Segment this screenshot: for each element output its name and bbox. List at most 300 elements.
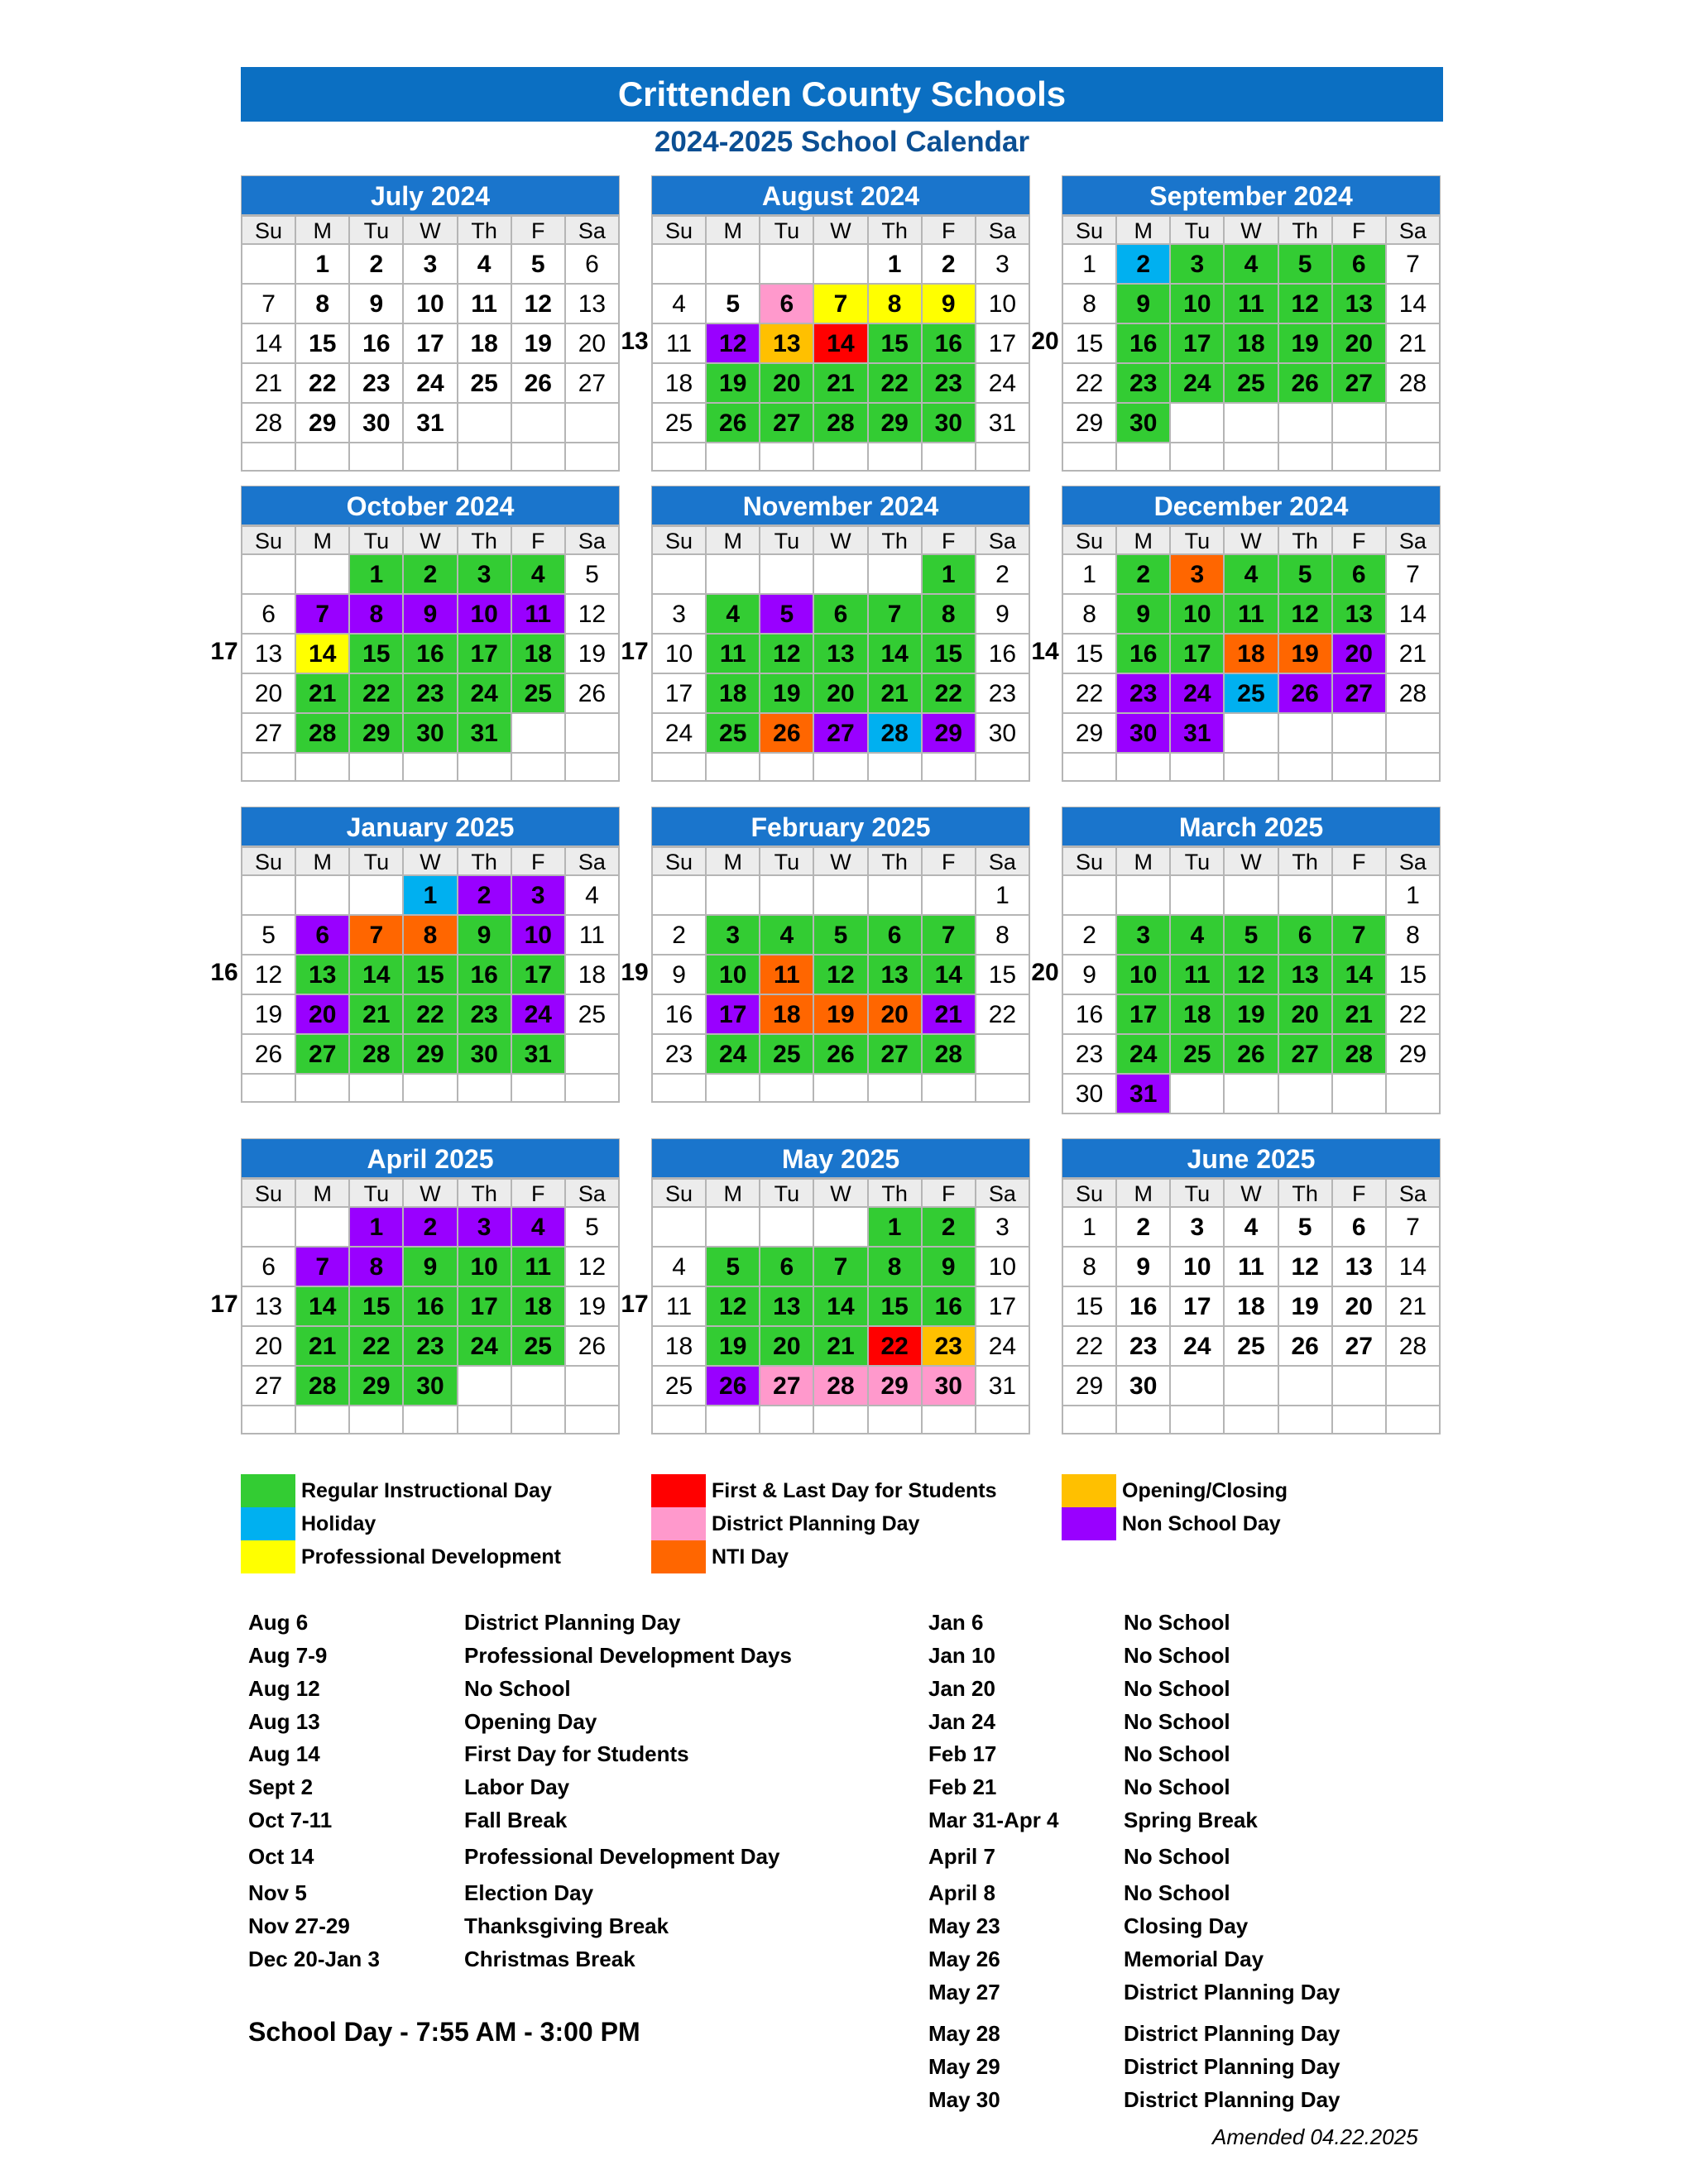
calendar-title-banner: Crittenden County Schools [241, 67, 1443, 122]
empty-day-cell [566, 443, 620, 472]
calendar-day: 25 [1225, 364, 1278, 404]
weekday-header: M [707, 217, 760, 245]
calendar-day: 3 [1171, 245, 1225, 285]
calendar-day: 18 [512, 1287, 566, 1327]
weekday-header: Su [242, 848, 296, 876]
calendar-day: 17 [976, 324, 1030, 364]
event-date: Jan 20 [928, 1676, 995, 1701]
instructional-day-count: 17 [210, 1291, 238, 1318]
calendar-day: 26 [512, 364, 566, 404]
empty-day-cell [1117, 443, 1171, 472]
empty-day-cell [350, 1075, 404, 1103]
calendar-day: 29 [296, 404, 350, 443]
calendar-day: 6 [296, 916, 350, 956]
empty-day-cell [923, 443, 976, 472]
empty-day-cell [760, 245, 814, 285]
event-description: No School [1124, 1774, 1230, 1799]
calendar-day: 12 [566, 1248, 620, 1287]
weekday-header: Su [653, 1180, 707, 1208]
calendar-day: 10 [404, 285, 458, 324]
calendar-day: 8 [350, 1248, 404, 1287]
calendar-day: 8 [869, 1248, 923, 1287]
event-description: District Planning Day [464, 1610, 681, 1635]
empty-day-cell [923, 754, 976, 782]
calendar-day: 4 [1171, 916, 1225, 956]
empty-day-cell [458, 1075, 512, 1103]
weekday-header: Su [653, 527, 707, 555]
calendar-day: 5 [814, 916, 868, 956]
calendar-day: 30 [976, 714, 1030, 754]
calendar-day: 31 [976, 1367, 1030, 1406]
weekday-header: F [1333, 1180, 1387, 1208]
month-grid [651, 215, 1030, 472]
calendar-day: 17 [653, 674, 707, 714]
legend-label: Non School Day [1122, 1512, 1281, 1535]
weekday-header: M [707, 848, 760, 876]
empty-day-cell [512, 1367, 566, 1406]
month-title: August 2024 [651, 175, 1030, 215]
empty-day-cell [1279, 876, 1333, 916]
empty-day-cell [1387, 714, 1441, 754]
calendar-day: 1 [1063, 1208, 1117, 1248]
empty-day-cell [976, 443, 1030, 472]
empty-day-cell [814, 754, 868, 782]
empty-day-cell [242, 245, 296, 285]
weekday-header: M [707, 1180, 760, 1208]
calendar-day: 10 [512, 916, 566, 956]
empty-day-cell [566, 714, 620, 754]
month-title: January 2025 [241, 807, 620, 846]
empty-day-cell [760, 754, 814, 782]
empty-day-cell [707, 1406, 760, 1434]
month-title: September 2024 [1062, 175, 1441, 215]
legend-swatch [241, 1540, 295, 1573]
calendar-day: 10 [458, 1248, 512, 1287]
weekday-header: Sa [976, 217, 1030, 245]
empty-day-cell [1387, 754, 1441, 782]
legend-swatch [651, 1540, 706, 1573]
calendar-day: 18 [1225, 1287, 1278, 1327]
calendar-day: 21 [242, 364, 296, 404]
empty-day-cell [976, 1406, 1030, 1434]
event-date: Aug 7-9 [248, 1643, 328, 1668]
calendar-day: 20 [869, 995, 923, 1035]
empty-day-cell [1225, 1367, 1278, 1406]
month-calendar [651, 1138, 1030, 1434]
calendar-day: 29 [1387, 1035, 1441, 1075]
calendar-day: 20 [296, 995, 350, 1035]
calendar-day: 22 [1063, 364, 1117, 404]
calendar-day: 26 [760, 714, 814, 754]
empty-day-cell [512, 1075, 566, 1103]
empty-day-cell [296, 876, 350, 916]
weekday-header: Sa [566, 848, 620, 876]
calendar-day: 16 [404, 1287, 458, 1327]
empty-day-cell [653, 555, 707, 595]
calendar-day: 13 [1333, 595, 1387, 635]
empty-day-cell [976, 754, 1030, 782]
calendar-day: 15 [869, 1287, 923, 1327]
calendar-day: 21 [1333, 995, 1387, 1035]
weekday-header: Th [458, 1180, 512, 1208]
weekday-header: Tu [1171, 217, 1225, 245]
calendar-day: 25 [566, 995, 620, 1035]
event-description: Election Day [464, 1880, 594, 1905]
empty-day-cell [1279, 443, 1333, 472]
event-description: Closing Day [1124, 1913, 1249, 1938]
calendar-day: 31 [1117, 1075, 1171, 1114]
empty-day-cell [242, 555, 296, 595]
calendar-day: 6 [566, 245, 620, 285]
calendar-day: 26 [814, 1035, 868, 1075]
month-grid [1062, 1178, 1441, 1434]
empty-day-cell [404, 443, 458, 472]
calendar-day: 28 [1333, 1035, 1387, 1075]
calendar-day: 12 [707, 324, 760, 364]
calendar-day: 7 [296, 1248, 350, 1287]
calendar-day: 2 [458, 876, 512, 916]
event-date: Oct 7-11 [248, 1808, 333, 1832]
calendar-day: 29 [1063, 1367, 1117, 1406]
calendar-day: 29 [869, 1367, 923, 1406]
calendar-day: 7 [242, 285, 296, 324]
empty-day-cell [814, 443, 868, 472]
weekday-header: Su [653, 848, 707, 876]
empty-day-cell [1387, 1075, 1441, 1114]
calendar-day: 18 [566, 956, 620, 995]
empty-day-cell [653, 1406, 707, 1434]
weekday-header: Tu [760, 1180, 814, 1208]
empty-day-cell [1333, 1075, 1387, 1114]
calendar-day: 23 [404, 1327, 458, 1367]
weekday-header: Tu [1171, 527, 1225, 555]
empty-day-cell [458, 404, 512, 443]
calendar-day: 3 [707, 916, 760, 956]
calendar-day: 8 [1387, 916, 1441, 956]
empty-day-cell [653, 245, 707, 285]
empty-day-cell [512, 754, 566, 782]
empty-day-cell [923, 1075, 976, 1103]
month-grid [241, 846, 620, 1103]
calendar-day: 24 [653, 714, 707, 754]
calendar-day: 23 [653, 1035, 707, 1075]
calendar-day: 19 [707, 364, 760, 404]
weekday-header: Tu [350, 848, 404, 876]
calendar-day: 28 [869, 714, 923, 754]
calendar-day: 16 [653, 995, 707, 1035]
weekday-header: F [1333, 527, 1387, 555]
empty-day-cell [976, 1075, 1030, 1103]
calendar-day: 24 [1171, 1327, 1225, 1367]
calendar-day: 18 [653, 364, 707, 404]
calendar-day: 3 [1171, 555, 1225, 595]
calendar-day: 28 [814, 1367, 868, 1406]
event-date: Feb 17 [928, 1741, 997, 1766]
calendar-day: 5 [1279, 555, 1333, 595]
calendar-day: 1 [350, 555, 404, 595]
calendar-day: 9 [350, 285, 404, 324]
empty-day-cell [1333, 714, 1387, 754]
empty-day-cell [1225, 443, 1278, 472]
event-date: May 23 [928, 1913, 1000, 1938]
weekday-header: Sa [1387, 527, 1441, 555]
calendar-day: 26 [707, 1367, 760, 1406]
calendar-day: 15 [1063, 1287, 1117, 1327]
calendar-day: 12 [1279, 285, 1333, 324]
empty-day-cell [1279, 404, 1333, 443]
event-date: Oct 14 [248, 1844, 314, 1869]
calendar-day: 18 [1171, 995, 1225, 1035]
weekday-header: W [814, 527, 868, 555]
weekday-header: W [814, 848, 868, 876]
calendar-day: 13 [1333, 285, 1387, 324]
calendar-day: 5 [566, 555, 620, 595]
calendar-day: 14 [296, 1287, 350, 1327]
weekday-header: Sa [566, 1180, 620, 1208]
calendar-day: 22 [869, 364, 923, 404]
month-grid [1062, 215, 1441, 472]
calendar-day: 12 [1279, 595, 1333, 635]
calendar-day: 6 [814, 595, 868, 635]
calendar-day: 23 [1117, 1327, 1171, 1367]
calendar-day: 17 [976, 1287, 1030, 1327]
calendar-day: 17 [1171, 1287, 1225, 1327]
event-description: Professional Development Days [464, 1643, 792, 1668]
weekday-header: W [1225, 1180, 1278, 1208]
calendar-day: 9 [1117, 285, 1171, 324]
calendar-day: 25 [1225, 674, 1278, 714]
calendar-day: 14 [923, 956, 976, 995]
empty-day-cell [566, 1075, 620, 1103]
event-description: District Planning Day [1124, 2087, 1340, 2112]
weekday-header: W [814, 217, 868, 245]
calendar-day: 16 [1117, 324, 1171, 364]
empty-day-cell [1171, 876, 1225, 916]
month-grid [651, 1178, 1030, 1434]
calendar-day: 14 [1387, 595, 1441, 635]
weekday-header: F [923, 1180, 976, 1208]
event-description: Professional Development Day [464, 1844, 780, 1869]
empty-day-cell [653, 1075, 707, 1103]
calendar-day: 12 [707, 1287, 760, 1327]
calendar-day: 24 [404, 364, 458, 404]
calendar-day: 8 [404, 916, 458, 956]
calendar-day: 4 [1225, 245, 1278, 285]
calendar-day: 24 [512, 995, 566, 1035]
calendar-day: 10 [653, 635, 707, 674]
weekday-header: Th [869, 527, 923, 555]
calendar-day: 13 [566, 285, 620, 324]
calendar-day: 13 [1333, 1248, 1387, 1287]
calendar-day: 2 [923, 245, 976, 285]
calendar-day: 31 [404, 404, 458, 443]
event-description: Christmas Break [464, 1947, 635, 1971]
month-title: November 2024 [651, 486, 1030, 525]
weekday-header: Su [1063, 217, 1117, 245]
calendar-day: 9 [1117, 595, 1171, 635]
calendar-day: 4 [1225, 1208, 1278, 1248]
calendar-day: 16 [1117, 1287, 1171, 1327]
calendar-day: 26 [1279, 1327, 1333, 1367]
calendar-day: 8 [869, 285, 923, 324]
month-calendar [241, 807, 620, 1103]
month-title: December 2024 [1062, 486, 1441, 525]
calendar-day: 6 [1279, 916, 1333, 956]
event-date: Jan 24 [928, 1709, 995, 1734]
empty-day-cell [458, 1367, 512, 1406]
weekday-header: Th [869, 217, 923, 245]
calendar-day: 16 [404, 635, 458, 674]
calendar-day: 28 [1387, 1327, 1441, 1367]
calendar-day: 29 [404, 1035, 458, 1075]
calendar-day: 9 [1117, 1248, 1171, 1287]
calendar-day: 29 [1063, 404, 1117, 443]
calendar-day: 9 [976, 595, 1030, 635]
month-calendar [1062, 807, 1441, 1114]
weekday-header: W [814, 1180, 868, 1208]
calendar-day: 11 [512, 595, 566, 635]
empty-day-cell [814, 876, 868, 916]
month-title: June 2025 [1062, 1138, 1441, 1178]
calendar-day: 24 [707, 1035, 760, 1075]
calendar-day: 3 [976, 245, 1030, 285]
calendar-day: 3 [976, 1208, 1030, 1248]
event-description: No School [1124, 1643, 1230, 1668]
calendar-day: 25 [458, 364, 512, 404]
calendar-day: 27 [1333, 364, 1387, 404]
calendar-day: 9 [458, 916, 512, 956]
calendar-day: 11 [707, 635, 760, 674]
legend-label: Regular Instructional Day [301, 1479, 552, 1502]
calendar-day: 27 [760, 404, 814, 443]
event-date: Aug 12 [248, 1676, 320, 1701]
event-description: No School [1124, 1844, 1230, 1869]
calendar-day: 5 [242, 916, 296, 956]
school-hours: School Day - 7:55 AM - 3:00 PM [248, 2017, 640, 2047]
empty-day-cell [760, 443, 814, 472]
calendar-day: 15 [1063, 635, 1117, 674]
empty-day-cell [296, 1406, 350, 1434]
calendar-day: 20 [566, 324, 620, 364]
calendar-day: 26 [707, 404, 760, 443]
calendar-day: 18 [1225, 324, 1278, 364]
weekday-header: Su [1063, 527, 1117, 555]
weekday-header: M [1117, 217, 1171, 245]
calendar-day: 27 [1333, 1327, 1387, 1367]
calendar-day: 26 [1279, 674, 1333, 714]
calendar-day: 17 [1117, 995, 1171, 1035]
calendar-day: 21 [350, 995, 404, 1035]
weekday-header: Su [242, 527, 296, 555]
calendar-day: 14 [296, 635, 350, 674]
calendar-day: 7 [350, 916, 404, 956]
calendar-day: 4 [1225, 555, 1278, 595]
weekday-header: F [512, 848, 566, 876]
legend-swatch [241, 1474, 295, 1507]
calendar-day: 17 [404, 324, 458, 364]
event-date: May 28 [928, 2021, 1000, 2046]
month-title: July 2024 [241, 175, 620, 215]
calendar-day: 30 [404, 714, 458, 754]
calendar-day: 17 [1171, 635, 1225, 674]
event-description: No School [464, 1676, 571, 1701]
calendar-day: 29 [350, 1367, 404, 1406]
weekday-header: Tu [760, 217, 814, 245]
legend-label: Professional Development [301, 1545, 561, 1569]
calendar-day: 9 [404, 595, 458, 635]
calendar-day: 9 [923, 1248, 976, 1287]
weekday-header: Th [458, 527, 512, 555]
calendar-day: 4 [566, 876, 620, 916]
event-description: Fall Break [464, 1808, 568, 1832]
empty-day-cell [1063, 754, 1117, 782]
event-date: May 30 [928, 2087, 1000, 2112]
empty-day-cell [1117, 876, 1171, 916]
event-description: No School [1124, 1880, 1230, 1905]
weekday-header: M [296, 527, 350, 555]
calendar-day: 14 [1387, 285, 1441, 324]
empty-day-cell [242, 1075, 296, 1103]
calendar-day: 22 [869, 1327, 923, 1367]
calendar-day: 9 [404, 1248, 458, 1287]
calendar-day: 27 [566, 364, 620, 404]
calendar-day: 12 [814, 956, 868, 995]
event-description: Thanksgiving Break [464, 1913, 669, 1938]
empty-day-cell [1063, 876, 1117, 916]
calendar-day: 1 [976, 876, 1030, 916]
month-calendar [651, 175, 1030, 472]
calendar-day: 11 [653, 324, 707, 364]
calendar-day: 22 [350, 674, 404, 714]
calendar-day: 8 [1063, 1248, 1117, 1287]
calendar-day: 5 [512, 245, 566, 285]
calendar-day: 16 [350, 324, 404, 364]
calendar-day: 27 [814, 714, 868, 754]
empty-day-cell [1171, 1367, 1225, 1406]
calendar-day: 5 [707, 1248, 760, 1287]
calendar-day: 12 [242, 956, 296, 995]
weekday-header: Sa [566, 217, 620, 245]
event-date: Aug 14 [248, 1741, 320, 1766]
calendar-day: 24 [1171, 364, 1225, 404]
weekday-header: Sa [1387, 848, 1441, 876]
weekday-header: Sa [566, 527, 620, 555]
empty-day-cell [760, 1208, 814, 1248]
weekday-header: Sa [1387, 1180, 1441, 1208]
calendar-day: 16 [1063, 995, 1117, 1035]
calendar-day: 29 [869, 404, 923, 443]
event-date: Jan 6 [928, 1610, 984, 1635]
weekday-header: Tu [760, 527, 814, 555]
weekday-header: Tu [1171, 848, 1225, 876]
empty-day-cell [242, 754, 296, 782]
calendar-day: 9 [653, 956, 707, 995]
calendar-day: 21 [814, 364, 868, 404]
calendar-day: 28 [242, 404, 296, 443]
calendar-day: 27 [760, 1367, 814, 1406]
month-title: October 2024 [241, 486, 620, 525]
event-description: District Planning Day [1124, 2054, 1340, 2079]
month-grid [651, 525, 1030, 782]
calendar-day: 22 [923, 674, 976, 714]
event-description: No School [1124, 1709, 1230, 1734]
calendar-day: 15 [1063, 324, 1117, 364]
event-description: District Planning Day [1124, 1980, 1340, 2004]
weekday-header: Su [1063, 1180, 1117, 1208]
month-grid [241, 525, 620, 782]
empty-day-cell [296, 443, 350, 472]
empty-day-cell [869, 555, 923, 595]
